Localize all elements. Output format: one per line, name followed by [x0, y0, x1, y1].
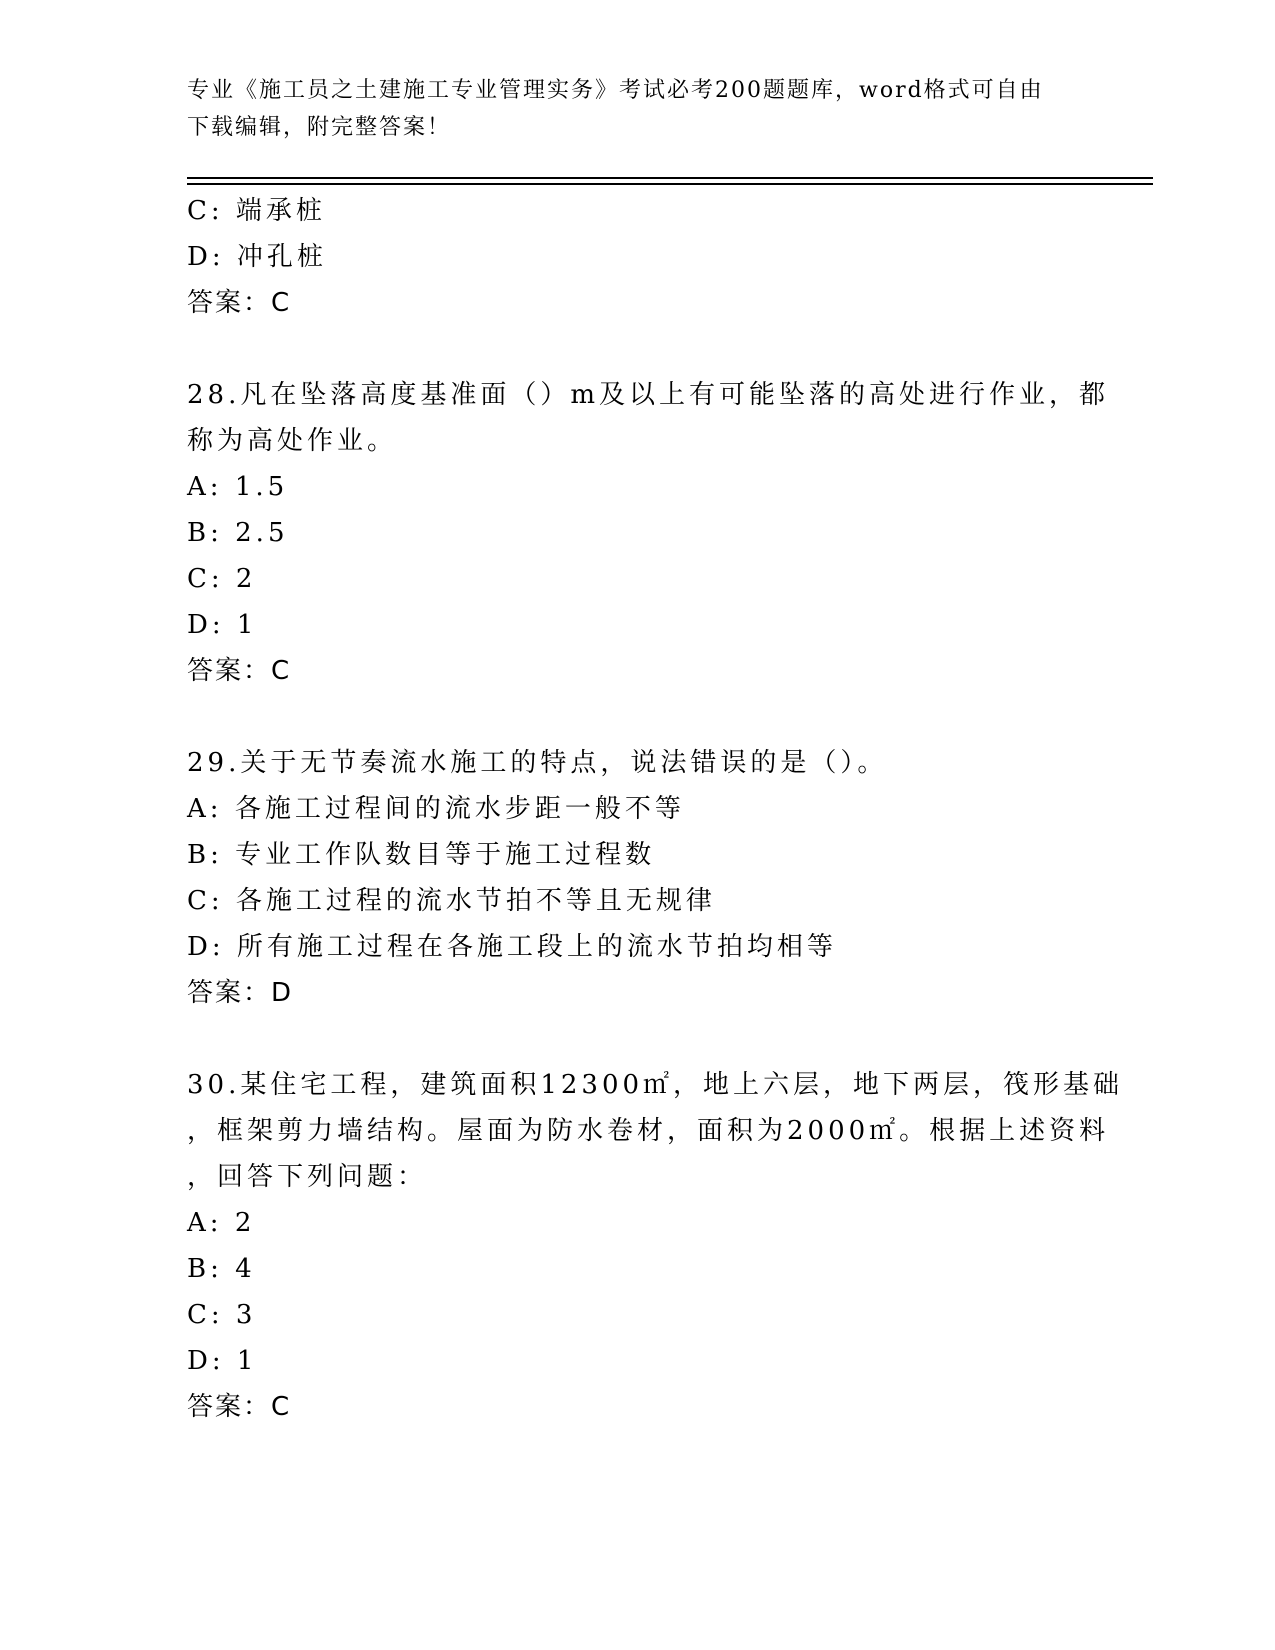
option-c	[187, 188, 1067, 234]
header-line-2: 下载编辑，附完整答案！	[187, 115, 452, 140]
question-text-line: 29.关于无节奏流水施工的特点，说法错误的是（）。	[187, 748, 888, 778]
option-text: 冲孔桩	[236, 242, 327, 272]
option-text: 4	[235, 1254, 256, 1284]
option-text: 所有施工过程在各施工段上的流水节拍均相等	[236, 932, 837, 962]
option-label: C:	[187, 564, 224, 594]
option-b	[187, 1246, 1067, 1292]
option-text: 各施工过程间的流水步距一般不等	[234, 794, 685, 824]
option-text: 2.5	[235, 518, 289, 548]
header-divider-bottom	[187, 183, 1153, 185]
question-28	[187, 372, 1110, 694]
question-text-line: ，回答下列问题：	[187, 1162, 428, 1192]
option-text: 各施工过程的流水节拍不等且无规律	[235, 886, 716, 916]
option-label: C:	[187, 196, 224, 226]
option-label: A:	[187, 1208, 223, 1238]
option-d	[187, 234, 1067, 280]
option-label: D:	[187, 242, 225, 272]
answer-line: 答案：D	[187, 978, 294, 1008]
option-text: 3	[235, 1300, 257, 1330]
question-29	[187, 740, 1067, 1016]
option-label: D:	[187, 1346, 225, 1376]
option-c	[187, 878, 1067, 924]
option-b	[187, 832, 1067, 878]
option-label: B:	[187, 840, 223, 870]
option-b	[187, 510, 1067, 556]
option-text: 2	[234, 1208, 256, 1238]
option-a	[187, 786, 1067, 832]
option-text: 1	[236, 610, 258, 640]
option-text: 2	[235, 564, 257, 594]
spacer	[187, 694, 1067, 740]
question-text-line: 28.凡在坠落高度基准面（）m及以上有可能坠落的高处进行作业，都	[187, 380, 1110, 410]
spacer	[187, 1016, 1067, 1062]
question-text-line: 30.某住宅工程，建筑面积12300㎡，地上六层，地下两层，筏形基础	[187, 1070, 1124, 1100]
option-label: D:	[187, 932, 225, 962]
option-text: 1	[236, 1346, 258, 1376]
document-header	[187, 72, 1067, 146]
question-30	[187, 1062, 1124, 1430]
option-label: C:	[187, 1300, 224, 1330]
option-label: C:	[187, 886, 224, 916]
answer-line: 答案：C	[187, 288, 292, 318]
option-a	[187, 1200, 1067, 1246]
option-label: B:	[187, 518, 223, 548]
option-label: B:	[187, 1254, 223, 1284]
question-text-line: 称为高处作业。	[187, 426, 398, 456]
option-a	[187, 464, 1067, 510]
option-d	[187, 924, 1067, 970]
answer-line: 答案：C	[187, 1392, 292, 1422]
option-text: 1.5	[234, 472, 289, 502]
option-d	[187, 602, 1067, 648]
option-c	[187, 556, 1067, 602]
option-text: 端承桩	[235, 196, 326, 226]
spacer	[187, 326, 1067, 372]
option-d	[187, 1338, 1067, 1384]
header-line-1: 专业《施工员之土建施工专业管理实务》考试必考200题题库，word格式可自由	[187, 78, 1044, 103]
option-c	[187, 1292, 1067, 1338]
option-text: 专业工作队数目等于施工过程数	[235, 840, 656, 870]
header-divider-top	[187, 177, 1153, 179]
prev-question-tail	[187, 188, 1067, 326]
answer-line: 答案：C	[187, 656, 292, 686]
question-list	[187, 188, 1124, 1430]
option-label: A:	[187, 794, 223, 824]
option-label: D:	[187, 610, 225, 640]
question-text-line: ，框架剪力墙结构。屋面为防水卷材，面积为2000㎡。根据上述资料	[187, 1116, 1110, 1146]
option-label: A:	[187, 472, 223, 502]
